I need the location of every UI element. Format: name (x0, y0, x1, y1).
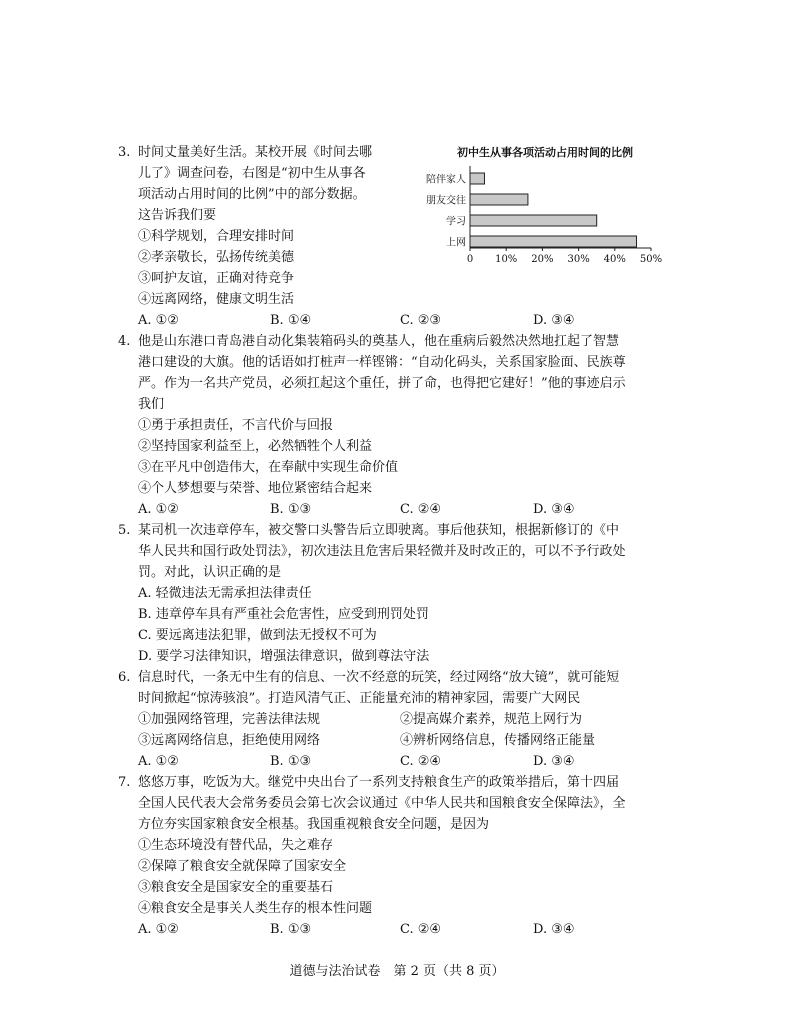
q5-text-line: 华人民共和国行政处罚法》，初次违法且危害后果轻微并及时改正的，可以不予行政处 (138, 544, 626, 559)
q7-item: ③粮食安全是国家安全的重要基石 (138, 880, 334, 895)
q4-item: ①勇于承担责任，不言代价与回报 (138, 418, 334, 433)
chart-category-label: 陪伴家人 (426, 174, 466, 186)
q7-text-line: 全国人民代表大会常务委员会第七次会议通过《中华人民共和国粮食安全保障法》，全 (138, 796, 626, 811)
q6-option-a: A. ①② (138, 754, 179, 769)
chart-category-label: 学习 (446, 216, 466, 228)
q4-number: 4. (118, 334, 131, 349)
q3-option-b: B. ①④ (270, 313, 312, 328)
q6-item: ④辨析网络信息，传播网络正能量 (400, 733, 596, 748)
q7-item: ①生态环境没有替代品，失之难存 (138, 838, 334, 853)
q4-item: ②坚持国家利益至上，必然牺牲个人利益 (138, 439, 373, 454)
q3-text-line: 这告诉我们要 (138, 208, 217, 223)
chart-bar (470, 194, 528, 205)
q7-item: ④粮食安全是事关人类生存的根本性问题 (138, 901, 373, 916)
q5-option-d: D. 要学习法律知识，增强法律意识，做到尊法守法 (138, 649, 430, 664)
q5-number: 5. (118, 523, 131, 538)
chart-category-label: 朋友交往 (426, 195, 466, 207)
q6-item: ③远离网络信息，拒绝使用网络 (138, 733, 321, 748)
q7-option-d: D. ③④ (533, 922, 575, 937)
chart-category-label: 上网 (446, 237, 466, 249)
q5-text-line: 某司机一次违章停车，被交警口头警告后立即驶离。事后他获知，根据新修订的《中 (138, 523, 620, 538)
q7-number: 7. (118, 775, 131, 790)
q3-text-line: 项活动占用时间的比例”中的部分数据。 (138, 187, 366, 202)
q3-item: ②孝亲敬长，弘扬传统美德 (138, 250, 295, 265)
activity-time-bar-chart (420, 160, 670, 270)
q3-option-d: D. ③④ (533, 313, 575, 328)
q6-option-c: C. ②④ (400, 754, 442, 769)
q6-number: 6. (118, 670, 131, 685)
q7-item: ②保障了粮食安全就保障了国家安全 (138, 859, 347, 874)
q3-option-c: C. ②③ (400, 313, 442, 328)
q5-text-line: 罚。对此，认识正确的是 (138, 565, 282, 580)
q3-option-a: A. ①② (138, 313, 179, 328)
q4-text-line: 我们 (138, 397, 165, 412)
chart-bar (470, 173, 484, 184)
q7-option-b: B. ①③ (270, 922, 312, 937)
q4-item: ④个人梦想要与荣誉、地位紧密结合起来 (138, 481, 373, 496)
chart-title: 初中生从事各项活动占用时间的比例 (457, 146, 633, 159)
q4-text-line: 严。作为一名共产党员，必须扛起这个重任，拼了命，也得把它建好！”他的事迹启示 (138, 376, 626, 391)
q3-item: ③呵护友谊，正确对待竞争 (138, 271, 295, 286)
q5-option-b: B. 违章停车具有严重社会危害性，应受到刑罚处罚 (138, 607, 429, 622)
q4-option-b: B. ①③ (270, 502, 312, 517)
q4-text-line: 他是山东港口青岛港自动化集装箱码头的奠基人，他在重病后毅然决然地扛起了智慧 (138, 334, 620, 349)
q4-item: ③在平凡中创造伟大，在奉献中实现生命价值 (138, 460, 399, 475)
q3-number: 3. (118, 145, 131, 160)
q7-text-line: 悠悠万事，吃饭为大。继党中央出台了一系列支持粮食生产的政策举措后，第十四届 (138, 775, 620, 790)
page-footer: 道德与法治试卷 第 2 页（共 8 页） (289, 964, 505, 979)
q4-option-a: A. ①② (138, 502, 179, 517)
q5-option-a: A. 轻微违法无需承担法律责任 (138, 586, 312, 601)
chart-x-tick-label: 0 (466, 254, 474, 265)
chart-x-tick-label: 20% (531, 254, 554, 265)
q6-text-line: 时间掀起“惊涛骇浪”。打造风清气正、正能量充沛的精神家园，需要广大网民 (138, 691, 581, 706)
q7-option-a: A. ①② (138, 922, 179, 937)
q5-option-c: C. 要远离违法犯罪，做到法无授权不可为 (138, 628, 377, 643)
q7-text-line: 方位夯实国家粮食安全根基。我国重视粮食安全问题，是因为 (138, 817, 490, 832)
q3-text-line: 时间丈量美好生活。某校开展《时间去哪 (138, 145, 373, 160)
q3-item: ④远离网络，健康文明生活 (138, 292, 295, 307)
chart-bar (470, 215, 597, 226)
q4-text-line: 港口建设的大旗。他的话语如打桩声一样铿锵：“自动化码头，关系国家脸面、民族尊 (138, 355, 626, 370)
chart-bar (470, 236, 637, 247)
q6-option-d: D. ③④ (533, 754, 575, 769)
q6-item: ②提高媒介素养，规范上网行为 (400, 712, 583, 727)
q6-text-line: 信息时代，一条无中生有的信息、一次不经意的玩笑，经过网络“放大镜”，就可能短 (138, 670, 620, 685)
q4-option-d: D. ③④ (533, 502, 575, 517)
chart-x-tick-label: 40% (603, 254, 626, 265)
q6-item: ①加强网络管理，完善法律法规 (138, 712, 321, 727)
q3-item: ①科学规划，合理安排时间 (138, 229, 295, 244)
q4-option-c: C. ②④ (400, 502, 442, 517)
chart-x-tick-label: 10% (495, 254, 518, 265)
q6-option-b: B. ①③ (270, 754, 312, 769)
q7-option-c: C. ②④ (400, 922, 442, 937)
chart-x-tick-label: 50% (639, 254, 663, 265)
q3-text-line: 儿了》调查问卷，右图是“初中生从事各 (138, 166, 366, 181)
chart-x-tick-label: 30% (567, 254, 590, 265)
